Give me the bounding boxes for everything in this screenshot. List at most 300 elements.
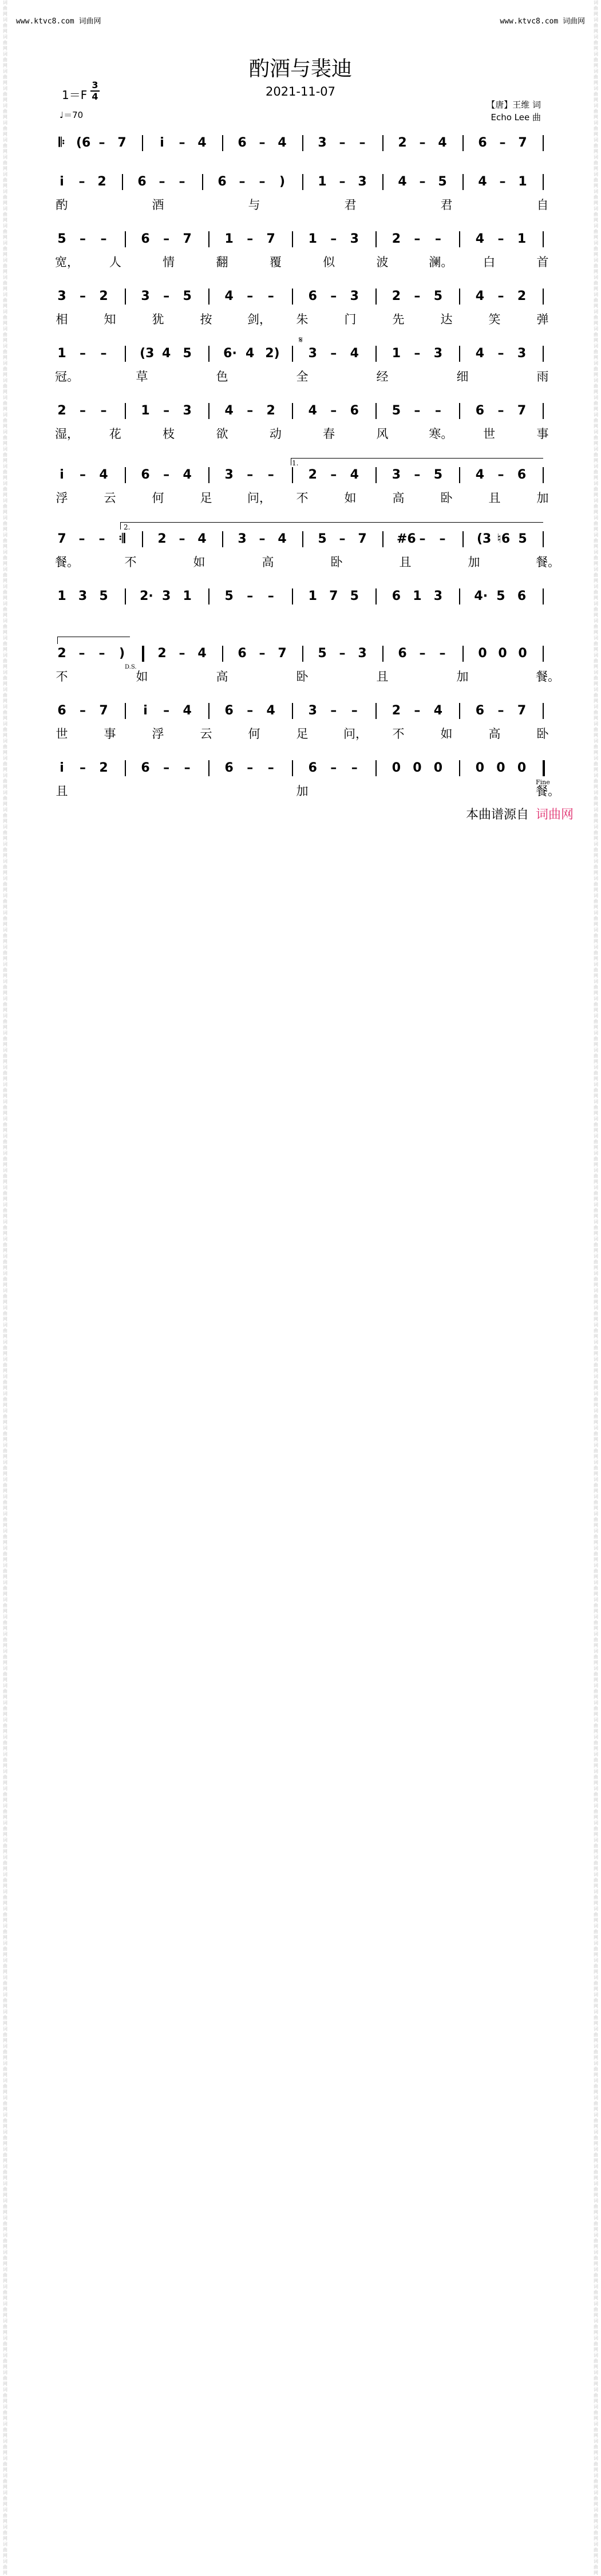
note: 2: [57, 404, 66, 418]
note: i: [60, 468, 64, 482]
lyric-char: 如: [136, 670, 148, 683]
note: (6: [76, 136, 91, 150]
lyric-char: 浮: [56, 491, 68, 505]
note: –: [259, 532, 266, 546]
note: –: [80, 232, 86, 246]
lyric-char: 足: [200, 491, 212, 505]
note: 6: [478, 136, 487, 150]
barline: [125, 703, 126, 719]
lyric-char: 枝: [163, 427, 175, 441]
barline: [375, 231, 377, 247]
site-url-left[interactable]: www.ktvc8.com 词曲网: [16, 17, 101, 26]
note: 6: [141, 468, 150, 482]
note: 2): [265, 346, 280, 361]
note: –: [179, 136, 185, 150]
barline: [382, 531, 383, 547]
note: 4: [99, 468, 108, 482]
note: –: [330, 468, 337, 482]
note: –: [163, 232, 170, 246]
note: –: [78, 646, 85, 661]
lyric-char: 加: [296, 784, 309, 798]
note: 1: [141, 404, 150, 418]
note: 3: [57, 289, 66, 303]
lyric-char: 宽，: [55, 255, 79, 269]
note: 5: [392, 404, 401, 418]
lyric-char: 人: [109, 255, 121, 269]
source-brand-link[interactable]: 词曲网: [535, 808, 574, 822]
note: –: [80, 289, 86, 303]
note: 1: [318, 175, 327, 189]
lyric-char: 色: [216, 370, 228, 384]
barline: [125, 760, 126, 776]
note: –: [78, 175, 85, 189]
barline: [375, 403, 377, 419]
barline: [462, 135, 464, 151]
note: 4: [197, 646, 207, 661]
tempo-marking: ♩＝70: [60, 110, 84, 120]
note: 5: [438, 175, 447, 189]
barline: [125, 289, 126, 305]
site-url-right[interactable]: www.ktvc8.com 词曲网: [500, 17, 585, 26]
note: 0: [413, 761, 422, 775]
lyric-char: 高: [488, 727, 501, 741]
note: 6: [141, 761, 150, 775]
barline: [222, 646, 223, 662]
note: –: [80, 468, 86, 482]
lyric-char: 波: [376, 255, 389, 269]
lyric-char: 朱: [296, 313, 309, 326]
note: –: [78, 532, 85, 546]
note: (3: [477, 532, 492, 546]
barline: [382, 174, 383, 190]
note: 6: [57, 704, 66, 718]
note: –: [419, 646, 426, 661]
lyric-char: 寒。: [429, 427, 453, 441]
note: 3: [161, 589, 171, 603]
barline: [459, 703, 460, 719]
lyric-char: 酒: [152, 198, 164, 212]
note: –: [267, 589, 274, 603]
segno-mark: 𝄋: [299, 334, 303, 345]
lyric-char: 细: [456, 370, 469, 384]
note: 6: [517, 589, 527, 603]
note: 1: [413, 589, 422, 603]
lyric-char: 且: [488, 491, 501, 505]
note: 3: [318, 136, 327, 150]
note: 1: [392, 346, 401, 361]
note: –: [247, 289, 254, 303]
note: 2: [97, 175, 106, 189]
lyric-char: 犹: [152, 313, 164, 326]
barline: [292, 403, 293, 419]
note: 7: [117, 136, 126, 150]
composer-credit: Echo Lee 曲: [491, 112, 541, 123]
note: –: [247, 761, 254, 775]
lyric-char: 弹: [536, 313, 549, 326]
note: 1: [308, 589, 317, 603]
barline: [292, 231, 293, 247]
note: 𝄆: [58, 136, 65, 150]
lyric-char: 花: [109, 427, 121, 441]
barline: [543, 403, 544, 419]
note: –: [414, 346, 421, 361]
barline: [208, 760, 209, 776]
note: –: [98, 136, 105, 150]
lyric-char: 高: [392, 491, 405, 505]
barline: [292, 760, 293, 776]
barline: [208, 588, 209, 605]
note: –: [419, 175, 426, 189]
note: 7: [358, 532, 367, 546]
note: 5: [224, 589, 234, 603]
time-signature-bottom: 4: [90, 90, 100, 102]
lyric-char: 湿，: [55, 427, 79, 441]
note: –: [179, 532, 185, 546]
lyric-char: 高: [262, 555, 274, 569]
note: 4: [433, 704, 443, 718]
note: –: [100, 404, 107, 418]
lyric-char: 门: [344, 313, 357, 326]
note: i: [60, 761, 64, 775]
note: 6: [141, 232, 150, 246]
barline: [292, 289, 293, 305]
note: 3: [224, 468, 234, 482]
song-title: 酌酒与裴迪: [248, 57, 352, 81]
lyric-char: 何: [248, 727, 260, 741]
note: –: [259, 136, 266, 150]
note: –: [414, 289, 421, 303]
note: 6·: [223, 346, 237, 361]
lyric-char: 卧: [536, 727, 549, 741]
note: 5: [433, 289, 443, 303]
note: (3: [140, 346, 155, 361]
lyric-char: 且: [399, 555, 412, 569]
barline: [208, 467, 209, 483]
barline: [222, 135, 223, 151]
note: i: [143, 704, 148, 718]
note: 6: [475, 704, 485, 718]
note: –: [179, 175, 185, 189]
note: 6: [224, 761, 234, 775]
note: #6: [397, 532, 416, 546]
note: 0: [478, 646, 487, 661]
note: 2: [99, 761, 108, 775]
barline: [382, 646, 383, 662]
lyric-char: 覆: [269, 255, 282, 269]
note: –: [359, 136, 366, 150]
note: –: [439, 646, 446, 661]
note: –: [98, 532, 105, 546]
watermark-left: 词曲网 词曲网 词曲网 词曲网 词曲网 词曲网 词曲网 词曲网 词曲网 词曲网 词曲网 词曲网 词曲网 词曲网 词曲网 词曲网 词曲网 词曲网 词曲网 词曲网 词曲网 词曲网 词曲网 词曲网 词曲网 词曲网 词曲网 词曲网 词曲网 词曲网 词曲网 词曲网 词曲网 词曲网 词曲网 词曲网 词曲网 词曲网 词曲网 词曲网 词曲网 词曲网 词曲网 词曲网 词曲网 词曲网 词曲网 词曲网 词曲网 词曲网 词曲网 词曲网 词曲网 词曲网 词曲网 词曲网 词曲网 词曲网 词曲网 词曲网 词曲网 词曲网 词曲网 词曲网 词曲网 词曲网 词曲网 词曲网 词曲网 词曲网 词曲网 词曲网 词曲网 词曲网 词曲网 词曲网 词曲网 词曲网 词曲网 词曲网 词曲网 词曲网 词曲网 词曲网 词曲网 词曲网 词曲网 词曲网 词曲网 词曲网 词曲网 词曲网 词曲网 词曲网 词曲网 词曲网 词曲网 词曲网 词曲网 词曲网 词曲网 词曲网 词曲网 词曲网 词曲网 词曲网 词曲网 词曲网 词曲网 词曲网 词曲网 词曲网 词曲网 词曲网 词曲网 词曲网 词曲网 词曲网 词曲网 词曲网 词曲网 词曲网 词曲网 词曲网 词曲网 词曲网 词曲网 词曲网 词曲网 词曲网 词曲网 词曲网 词曲网 词曲网 词曲网 词曲网 词曲网 词曲网 词曲网 词曲网 词曲网 词曲网 词曲网 词曲网 词曲网 词曲网 词曲网 词曲网 词曲网 词曲网: [3, 0, 7, 2575]
note: 5: [518, 532, 527, 546]
note: –: [330, 232, 337, 246]
note: –: [339, 646, 346, 661]
note: –: [80, 404, 86, 418]
note: –: [247, 404, 254, 418]
barline: [543, 135, 544, 151]
lyric-char: 君: [344, 198, 357, 212]
lyric-char: 餐。: [536, 670, 560, 683]
lyric-char: 问，: [343, 727, 367, 741]
note: –: [414, 704, 421, 718]
note: –: [339, 136, 346, 150]
lyricist-credit: 【唐】王维 词: [487, 100, 541, 110]
note: 3: [433, 346, 443, 361]
barline: [459, 467, 460, 483]
barline: [375, 588, 377, 605]
lyric-char: 风: [376, 427, 389, 441]
note: –: [414, 468, 421, 482]
note: 4: [183, 704, 192, 718]
note: 4: [224, 404, 234, 418]
note: 1: [57, 589, 66, 603]
note: –: [339, 532, 346, 546]
lyric-char: 餐。: [536, 784, 560, 798]
barline: [543, 703, 544, 719]
note: 2: [392, 232, 401, 246]
lyric-char: 如: [344, 491, 357, 505]
note: –: [80, 761, 86, 775]
time-signature-top: 3: [92, 80, 98, 90]
barline: [375, 289, 377, 305]
lyric-char: 浮: [152, 727, 164, 741]
barline: [302, 646, 303, 662]
lyric-char: 不: [392, 727, 405, 741]
lyric-char: 世: [483, 427, 496, 441]
note: 1: [57, 346, 66, 361]
note: –: [247, 589, 254, 603]
barline: [208, 231, 209, 247]
note: –: [163, 289, 170, 303]
note: –: [163, 468, 170, 482]
lyric-char: 世: [56, 727, 68, 741]
note: 2·: [140, 589, 153, 603]
note: 2: [398, 136, 407, 150]
note: 0: [475, 761, 485, 775]
lyric-char: 不: [124, 555, 137, 569]
song-date: 2021-11-07: [265, 85, 336, 98]
note: 6: [224, 704, 234, 718]
note: 4: [224, 289, 234, 303]
note: –: [80, 704, 86, 718]
note: 7: [517, 704, 527, 718]
watermark-right: 词曲网 词曲网 词曲网 词曲网 词曲网 词曲网 词曲网 词曲网 词曲网 词曲网 词曲网 词曲网 词曲网 词曲网 词曲网 词曲网 词曲网 词曲网 词曲网 词曲网 词曲网 词曲网 词曲网 词曲网 词曲网 词曲网 词曲网 词曲网 词曲网 词曲网 词曲网 词曲网 词曲网 词曲网 词曲网 词曲网 词曲网 词曲网 词曲网 词曲网 词曲网 词曲网 词曲网 词曲网 词曲网 词曲网 词曲网 词曲网 词曲网 词曲网 词曲网 词曲网 词曲网 词曲网 词曲网 词曲网 词曲网 词曲网 词曲网 词曲网 词曲网 词曲网 词曲网 词曲网 词曲网 词曲网 词曲网 词曲网 词曲网 词曲网 词曲网 词曲网 词曲网 词曲网 词曲网 词曲网 词曲网 词曲网 词曲网 词曲网 词曲网 词曲网 词曲网 词曲网 词曲网 词曲网 词曲网 词曲网 词曲网 词曲网 词曲网 词曲网 词曲网 词曲网 词曲网 词曲网 词曲网 词曲网 词曲网 词曲网 词曲网 词曲网 词曲网 词曲网 词曲网 词曲网 词曲网 词曲网 词曲网 词曲网 词曲网 词曲网 词曲网 词曲网 词曲网 词曲网 词曲网 词曲网 词曲网 词曲网 词曲网 词曲网 词曲网 词曲网 词曲网 词曲网 词曲网 词曲网 词曲网 词曲网 词曲网 词曲网 词曲网 词曲网 词曲网 词曲网 词曲网 词曲网 词曲网 词曲网 词曲网 词曲网 词曲网 词曲网 词曲网 词曲网 词曲网 词曲网 词曲网 词曲网: [594, 0, 598, 2575]
note: 4: [350, 346, 359, 361]
note: –: [499, 136, 506, 150]
note: 1: [183, 589, 192, 603]
note: 5: [318, 532, 327, 546]
note: 4: [278, 136, 287, 150]
barline: [142, 135, 143, 151]
barline: [375, 760, 377, 776]
note: –: [100, 346, 107, 361]
lyric-char: 经: [376, 370, 389, 384]
barline: [292, 588, 293, 605]
note: –: [434, 404, 441, 418]
note: 6: [137, 175, 147, 189]
note: –: [159, 175, 165, 189]
barline: [459, 403, 460, 419]
lyric-char: 且: [56, 784, 68, 798]
barline: [302, 174, 303, 190]
note: ♮6: [497, 532, 511, 546]
barline: [543, 174, 544, 190]
note: 2: [392, 704, 401, 718]
lyric-char: 加: [456, 670, 469, 683]
note: –: [267, 468, 274, 482]
key-signature: 1＝F: [62, 88, 88, 102]
barline: [459, 760, 460, 776]
barline: [122, 174, 123, 190]
barline: [125, 231, 126, 247]
note: 5: [183, 289, 192, 303]
lyric-char: 笑: [488, 313, 501, 326]
lyric-char: 翻: [216, 255, 228, 269]
note: 3: [392, 468, 401, 482]
note: 3: [141, 289, 150, 303]
lyric-char: 自: [536, 198, 549, 212]
barline: [208, 289, 209, 305]
note: –: [414, 232, 421, 246]
note: 4: [308, 404, 317, 418]
note: 5: [433, 468, 443, 482]
barline: [543, 289, 544, 305]
lyric-char: 云: [200, 727, 212, 741]
lyric-char: 事: [104, 727, 116, 741]
note: 1: [308, 232, 317, 246]
barline: [459, 231, 460, 247]
barline: [375, 346, 377, 362]
note: –: [497, 346, 504, 361]
note: 3: [308, 346, 317, 361]
lyric-char: 似: [323, 255, 335, 269]
note: 3: [433, 589, 443, 603]
note: 1: [224, 232, 234, 246]
note: 6: [517, 468, 527, 482]
note: –: [247, 232, 254, 246]
lyric-char: 知: [104, 313, 116, 326]
barline: [208, 346, 209, 362]
note: 4: [161, 346, 171, 361]
note: –: [179, 646, 185, 661]
lyric-char: 君: [440, 198, 453, 212]
lyric-char: 云: [104, 491, 116, 505]
note: –: [80, 346, 86, 361]
lyric-char: 加: [536, 491, 549, 505]
note: –: [330, 761, 337, 775]
note: 0: [433, 761, 443, 775]
lyric-char: 问，: [247, 491, 271, 505]
note: 7: [518, 136, 527, 150]
note: –: [163, 704, 170, 718]
note: 5: [318, 646, 327, 661]
note: 4: [197, 136, 207, 150]
lyric-char: 白: [483, 255, 496, 269]
note: –: [267, 761, 274, 775]
lyric-char: 不: [296, 491, 309, 505]
barline: [459, 289, 460, 305]
note: 2: [517, 289, 527, 303]
lyric-char: 春: [323, 427, 335, 441]
lyric-char: 雨: [536, 370, 549, 384]
barline: [125, 467, 126, 483]
barline: [125, 346, 126, 362]
note: 4: [475, 232, 485, 246]
note: –: [184, 761, 191, 775]
note: 4: [183, 468, 192, 482]
time-signature: [90, 80, 100, 102]
note: 7: [99, 704, 108, 718]
note: 6: [475, 404, 485, 418]
lyric-char: 动: [269, 427, 282, 441]
lyric-char: 卧: [330, 555, 343, 569]
barline: [543, 531, 544, 547]
note: 2: [308, 468, 317, 482]
barline: [208, 703, 209, 719]
barline: [462, 646, 464, 662]
source-text: 本曲谱源自: [465, 808, 529, 822]
note: 𝄇: [118, 532, 125, 546]
ds-mark: D.S.: [125, 664, 137, 670]
note: 4: [278, 532, 287, 546]
note: 3: [350, 232, 359, 246]
volta-1-label: 1.: [292, 459, 299, 467]
note: ): [118, 646, 125, 661]
lyric-char: 与: [248, 198, 260, 212]
note: –: [419, 136, 426, 150]
note: 7: [329, 589, 338, 603]
note: –: [98, 646, 105, 661]
note: –: [414, 404, 421, 418]
lyric-char: 相: [56, 313, 68, 326]
note: 2: [266, 404, 275, 418]
note: –: [419, 532, 426, 546]
lyric-char: 酌: [56, 198, 68, 212]
note: 0: [517, 761, 527, 775]
note: –: [497, 704, 504, 718]
note: 6: [398, 646, 407, 661]
barline: [125, 403, 126, 419]
note: 4: [475, 468, 485, 482]
barline: [462, 531, 464, 547]
lyric-char: 澜。: [429, 255, 453, 269]
note: i: [60, 175, 64, 189]
barline: [302, 135, 303, 151]
note: –: [100, 232, 107, 246]
barline: [292, 703, 293, 719]
volta-2-label: 2.: [124, 523, 131, 531]
note: –: [239, 175, 246, 189]
lyric-char: 卧: [296, 670, 309, 683]
lyric-char: 全: [296, 370, 309, 384]
volta-bracket: [291, 458, 543, 465]
note: 7: [57, 532, 66, 546]
note: 7: [278, 646, 287, 661]
barline: [375, 703, 377, 719]
note: –: [351, 704, 358, 718]
barline: [382, 135, 383, 151]
note: 3: [517, 346, 527, 361]
lyric-char: 卧: [440, 491, 453, 505]
barline: [543, 467, 544, 483]
note: 5: [350, 589, 359, 603]
note: –: [497, 232, 504, 246]
barline: [202, 174, 203, 190]
note: 1: [518, 175, 527, 189]
volta-bracket: [120, 522, 543, 530]
lyric-char: 情: [163, 255, 175, 269]
note: 0: [496, 761, 505, 775]
